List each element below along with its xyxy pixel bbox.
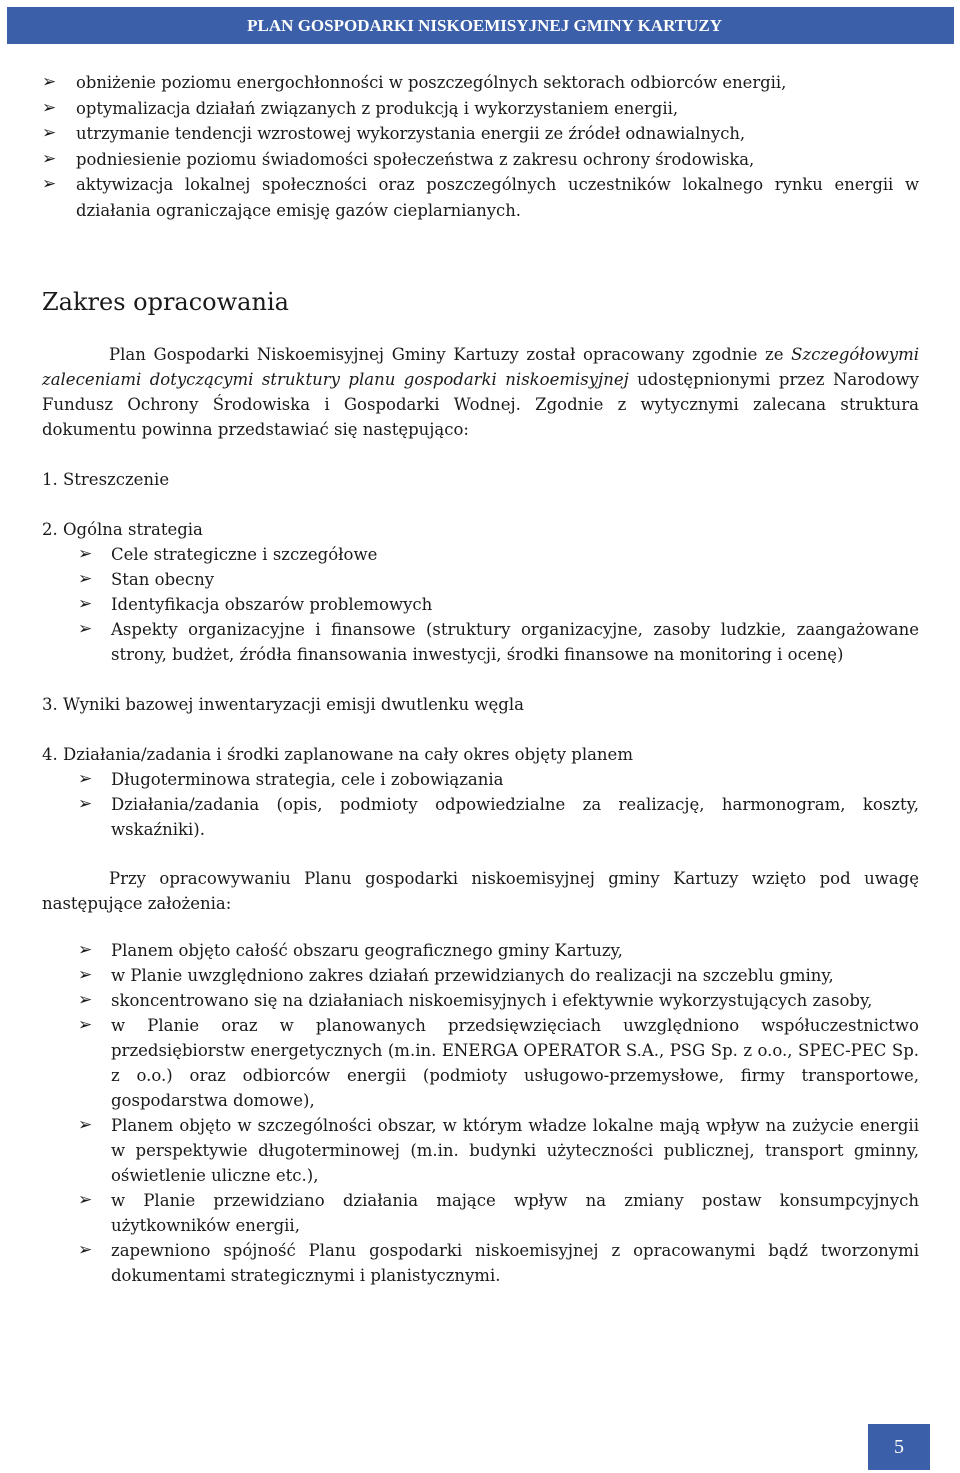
list-item: ➢ Planem objęto całość obszaru geograficznego gminy Kartuzy, xyxy=(78,938,919,963)
structure-item-1: 1. Streszczenie xyxy=(42,470,170,489)
header-title: PLAN GOSPODARKI NISKOEMISYJNEJ GMINY KARTUZY xyxy=(247,16,722,35)
arrow-bullet-icon: ➢ xyxy=(42,72,57,92)
arrow-bullet-icon: ➢ xyxy=(78,594,93,614)
structure-item-2: 2. Ogólna strategia xyxy=(42,520,203,539)
arrow-bullet-icon: ➢ xyxy=(42,148,57,169)
arrow-bullet-icon: ➢ xyxy=(78,1015,93,1035)
page-number: 5 xyxy=(894,1436,904,1458)
arrow-bullet-icon: ➢ xyxy=(78,1115,93,1135)
structure-sublist-4 xyxy=(42,767,919,842)
intro-paragraph: Plan Gospodarki Niskoemisyjnej Gminy Kartuzy został opracowany zgodnie ze Szczegółowymi zaleceniami dotyczącymi struktury planu gospodarki niskoemisyjnej udostępnionymi przez Narodowy Fundusz Ochrony Środowiska i Gospodarki Wodnej. Zgodnie z wytycznymi zalecana struktura dokumentu powinna przedstawiać się następująco: xyxy=(42,345,919,439)
list-item: ➢ Długoterminowa strategia, cele i zobowiązania xyxy=(78,767,919,792)
arrow-bullet-icon: ➢ xyxy=(78,940,93,960)
arrow-bullet-icon: ➢ xyxy=(78,769,93,789)
page-header xyxy=(7,7,954,44)
list-item: ➢ w Planie uwzględniono zakres działań przewidzianych do realizacji na szczeblu gminy, xyxy=(78,963,919,988)
list-item: ➢ Cele strategiczne i szczegółowe xyxy=(78,542,919,567)
arrow-bullet-icon: ➢ xyxy=(78,619,93,639)
goals-list xyxy=(42,70,919,223)
arrow-bullet-icon: ➢ xyxy=(42,97,57,118)
assumptions-list xyxy=(42,938,919,1288)
list-item: ➢ skoncentrowano się na działaniach niskoemisyjnych i efektywnie wykorzystujących zasoby, xyxy=(78,988,919,1013)
arrow-bullet-icon: ➢ xyxy=(42,123,57,143)
list-item: ➢ w Planie przewidziano działania mające wpływ na zmiany postaw konsumpcyjnych użytkowników energii, xyxy=(78,1190,919,1235)
list-item: ➢ optymalizacja działań związanych z produkcją i wykorzystaniem energii, xyxy=(42,96,919,122)
page-content xyxy=(42,70,919,1288)
arrow-bullet-icon: ➢ xyxy=(78,794,93,814)
arrow-bullet-icon: ➢ xyxy=(78,1190,93,1210)
page-number-box xyxy=(868,1424,930,1470)
arrow-bullet-icon: ➢ xyxy=(42,174,57,194)
list-item: ➢ zapewniono spójność Planu gospodarki niskoemisyjnej z opracowanymi bądź tworzonymi dokumentami strategicznymi i planistycznymi. xyxy=(78,1240,919,1285)
list-item: ➢ obniżenie poziomu energochłonności w poszczególnych sektorach odbiorców energii, xyxy=(42,70,919,96)
list-item: ➢ podniesienie poziomu świadomości społeczeństwa z zakresu ochrony środowiska, xyxy=(42,147,919,173)
list-item: ➢ Identyfikacja obszarów problemowych xyxy=(78,592,919,617)
list-item: ➢ utrzymanie tendencji wzrostowej wykorzystania energii ze źródeł odnawialnych, xyxy=(42,121,919,147)
structure-sublist-2 xyxy=(42,542,919,667)
list-item: ➢ Aspekty organizacyjne i finansowe (struktury organizacyjne, zasoby ludzkie, zaangażowane strony, budżet, źródła finansowania inwestycji, środki finansowe na monitoring i ocenę) xyxy=(78,619,919,664)
arrow-bullet-icon: ➢ xyxy=(78,544,93,564)
list-item: ➢ Planem objęto w szczególności obszar, w którym władze lokalne mają wpływ na zużycie energii w perspektywie długoterminowej (m.in. budynki użyteczności publicznej, transport gminny, oświetlenie uliczne etc.), xyxy=(78,1115,919,1185)
arrow-bullet-icon: ➢ xyxy=(78,990,93,1010)
structure-item-4: 4. Działania/zadania i środki zaplanowane na cały okres objęty planem xyxy=(42,745,633,764)
list-item: ➢ aktywizacja lokalnej społeczności oraz poszczególnych uczestników lokalnego rynku energii w działania ograniczające emisję gazów cieplarnianych. xyxy=(42,174,919,220)
arrow-bullet-icon: ➢ xyxy=(78,965,93,985)
list-item: ➢ Stan obecny xyxy=(78,567,919,592)
arrow-bullet-icon: ➢ xyxy=(78,569,93,589)
section-heading: Zakres opracowania xyxy=(42,288,289,316)
arrow-bullet-icon: ➢ xyxy=(78,1240,93,1260)
structure-item-3: 3. Wyniki bazowej inwentaryzacji emisji dwutlenku węgla xyxy=(42,695,524,714)
assumptions-intro: Przy opracowywaniu Planu gospodarki niskoemisyjnej gminy Kartuzy wzięto pod uwagę następujące założenia: xyxy=(42,869,919,913)
list-item: ➢ w Planie oraz w planowanych przedsięwzięciach uwzględniono współuczestnictwo przedsiębiorstw energetycznych (m.in. ENERGA OPERATOR S.A., PSG Sp. z o.o., SPEC-PEC Sp. z o.o.) oraz odbiorców energii (podmioty usługowo-przemysłowe, firmy transportowe, gospodarstwa domowe), xyxy=(78,1015,919,1110)
list-item: ➢ Działania/zadania (opis, podmioty odpowiedzialne za realizację, harmonogram, koszty, wskaźniki). xyxy=(78,794,919,839)
